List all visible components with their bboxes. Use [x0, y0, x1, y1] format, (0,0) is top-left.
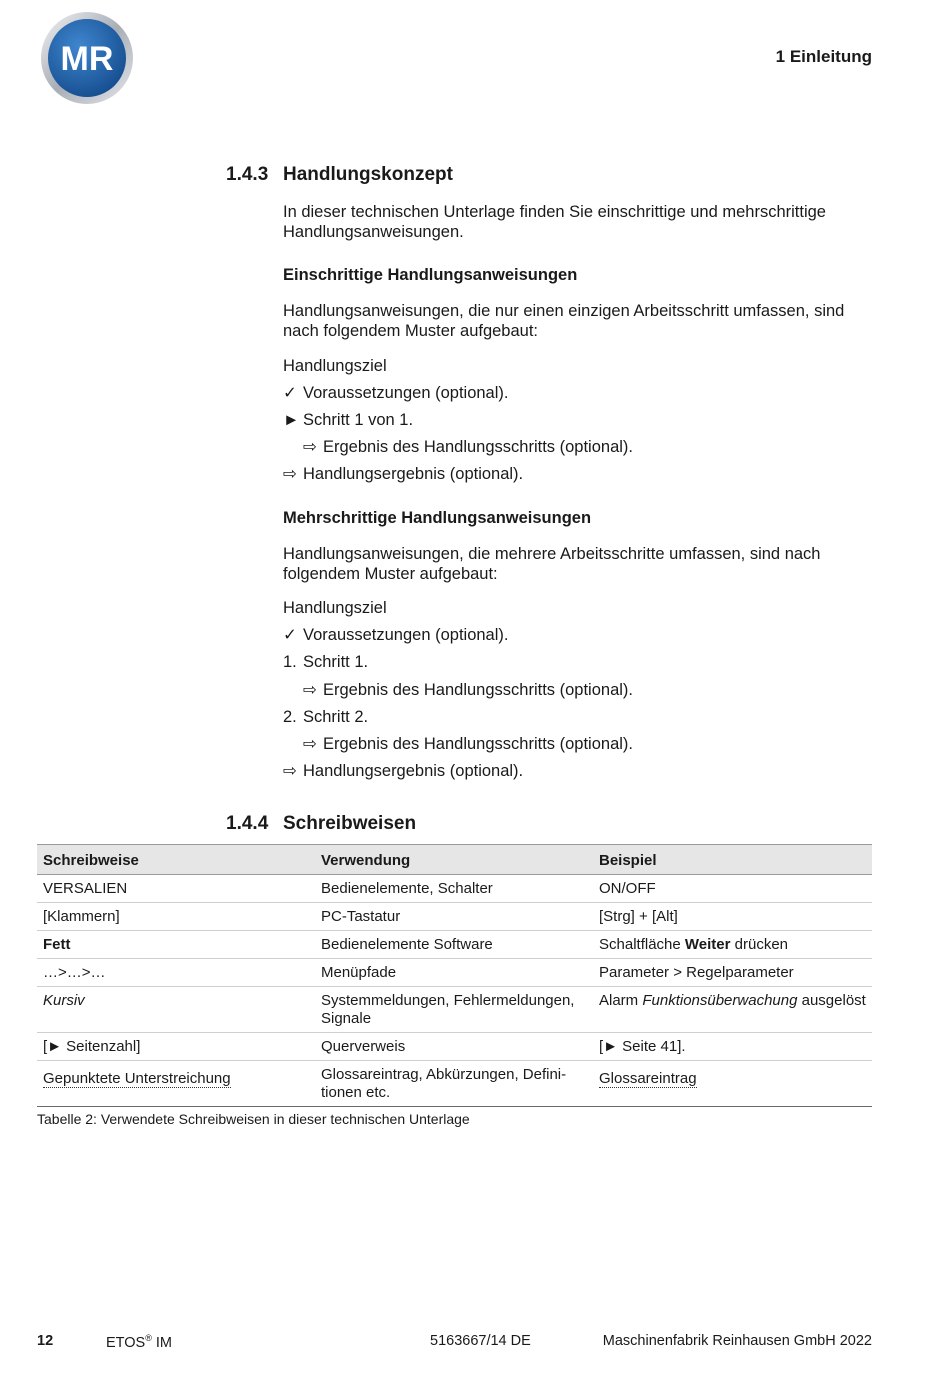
single-precondition: ✓ Voraussetzungen (optional). — [283, 384, 509, 402]
column-header: Beispiel — [593, 845, 872, 875]
table-cell: Systemmeldungen, Fehlermeldungen, Signale — [315, 987, 593, 1033]
step-number: 2. — [283, 708, 297, 726]
table-cell: …>…>… — [37, 959, 315, 987]
table-cell: Parameter > Regelparameter — [593, 959, 872, 987]
arrow-right-icon: ⇨ — [303, 438, 317, 456]
page-number: 12 — [37, 1333, 54, 1349]
intro-paragraph: In dieser technischen Unterlage finden Sie einschrittige und mehrschrittige Handlungsanweisungen. — [283, 203, 826, 241]
logo-text: MR — [60, 40, 114, 78]
single-goal: Handlungsziel — [283, 357, 387, 375]
multi-precondition: ✓ Voraussetzungen (optional). — [283, 626, 509, 644]
table-caption: Tabelle 2: Verwendete Schreibweisen in dieser technischen Unterlage — [37, 1111, 470, 1127]
check-icon: ✓ — [283, 626, 297, 644]
single-step-paragraph: Handlungsanweisungen, die nur einen einzigen Arbeitsschritt umfassen, sind nach folgendem Muster aufgebaut: — [283, 302, 845, 340]
section-title: Schreibweisen — [283, 813, 417, 834]
table-row — [37, 903, 872, 931]
step-number: 1. — [283, 653, 297, 671]
multi-step-2-result: ⇨ Ergebnis des Handlungsschritts (optional). — [303, 735, 633, 753]
table-cell: Alarm Funktionsüberwachung ausgelöst — [593, 987, 872, 1033]
multi-step-2: 2. Schritt 2. — [283, 708, 369, 726]
glossary-link[interactable]: Glossareintrag — [599, 1070, 697, 1087]
table-cell: Kursiv — [37, 987, 315, 1033]
multi-result: ⇨ Handlungsergebnis (optional). — [283, 762, 524, 780]
glossary-link[interactable]: Gepunktete Unterstreichung — [43, 1070, 231, 1087]
table-cell: Schaltfläche Weiter drücken — [593, 931, 872, 959]
arrow-right-icon: ⇨ — [303, 735, 317, 753]
arrow-right-icon: ⇨ — [283, 465, 297, 483]
table-row — [37, 1033, 872, 1061]
table-cell — [37, 1061, 315, 1107]
table-cell: Glossareintrag, Abkürzungen, Definitionen etc. — [315, 1061, 593, 1107]
arrow-right-icon: ⇨ — [283, 762, 297, 780]
table-cell: Fett — [37, 931, 315, 959]
table-cell: PC-Tastatur — [315, 903, 593, 931]
multi-step-1-result: ⇨ Ergebnis des Handlungsschritts (optional). — [303, 681, 633, 699]
table-cell: Querverweis — [315, 1033, 593, 1061]
table-row — [37, 875, 872, 903]
check-icon: ✓ — [283, 384, 297, 402]
company-name: Maschinenfabrik Reinhausen GmbH 2022 — [602, 1333, 872, 1349]
chapter-title: 1 Einleitung — [775, 47, 872, 66]
product-name: ETOS® IM — [106, 1333, 172, 1351]
table-cell — [593, 1061, 872, 1107]
table-cell: Menüpfade — [315, 959, 593, 987]
arrow-right-icon: ⇨ — [303, 681, 317, 699]
section-number: 1.4.3 — [226, 164, 269, 185]
table-cell: [► Seitenzahl] — [37, 1033, 315, 1061]
column-header: Verwendung — [315, 845, 593, 875]
conventions-table — [37, 844, 872, 1107]
triangle-right-icon: ► — [283, 411, 300, 429]
table-cell: [Klammern] — [37, 903, 315, 931]
table-cell: VERSALIEN — [37, 875, 315, 903]
table-cell: Bedienelemente Software — [315, 931, 593, 959]
single-result: ⇨ Handlungsergebnis (optional). — [283, 465, 524, 483]
table-row — [37, 931, 872, 959]
table-row — [37, 1061, 872, 1107]
column-header: Schreibweise — [37, 845, 315, 875]
table-row — [37, 987, 872, 1033]
table-cell: [Strg] + [Alt] — [593, 903, 872, 931]
table-row — [37, 959, 872, 987]
single-step-heading: Einschrittige Handlungsanweisungen — [283, 266, 578, 284]
multi-step-1: 1. Schritt 1. — [283, 653, 369, 671]
section-number: 1.4.4 — [226, 813, 269, 834]
table-cell: Bedienelemente, Schalter — [315, 875, 593, 903]
single-step: ► Schritt 1 von 1. — [283, 411, 414, 429]
section-heading-1-4-4 — [226, 813, 416, 835]
document-number: 5163667/14 DE — [430, 1333, 531, 1349]
mr-logo — [40, 11, 134, 105]
single-step-result: ⇨ Ergebnis des Handlungsschritts (optional). — [303, 438, 633, 456]
section-heading-1-4-3 — [226, 164, 453, 186]
table-cell: ON/OFF — [593, 875, 872, 903]
multi-step-heading: Mehrschrittige Handlungsanweisungen — [283, 509, 592, 527]
multi-step-paragraph: Handlungsanweisungen, die mehrere Arbeitsschritte umfassen, sind nach folgendem Muster aufgebaut: — [283, 545, 821, 583]
section-title: Handlungskonzept — [283, 164, 453, 185]
table-header-row — [37, 845, 872, 875]
multi-goal: Handlungsziel — [283, 599, 387, 617]
table-cell: [► Seite 41]. — [593, 1033, 872, 1061]
